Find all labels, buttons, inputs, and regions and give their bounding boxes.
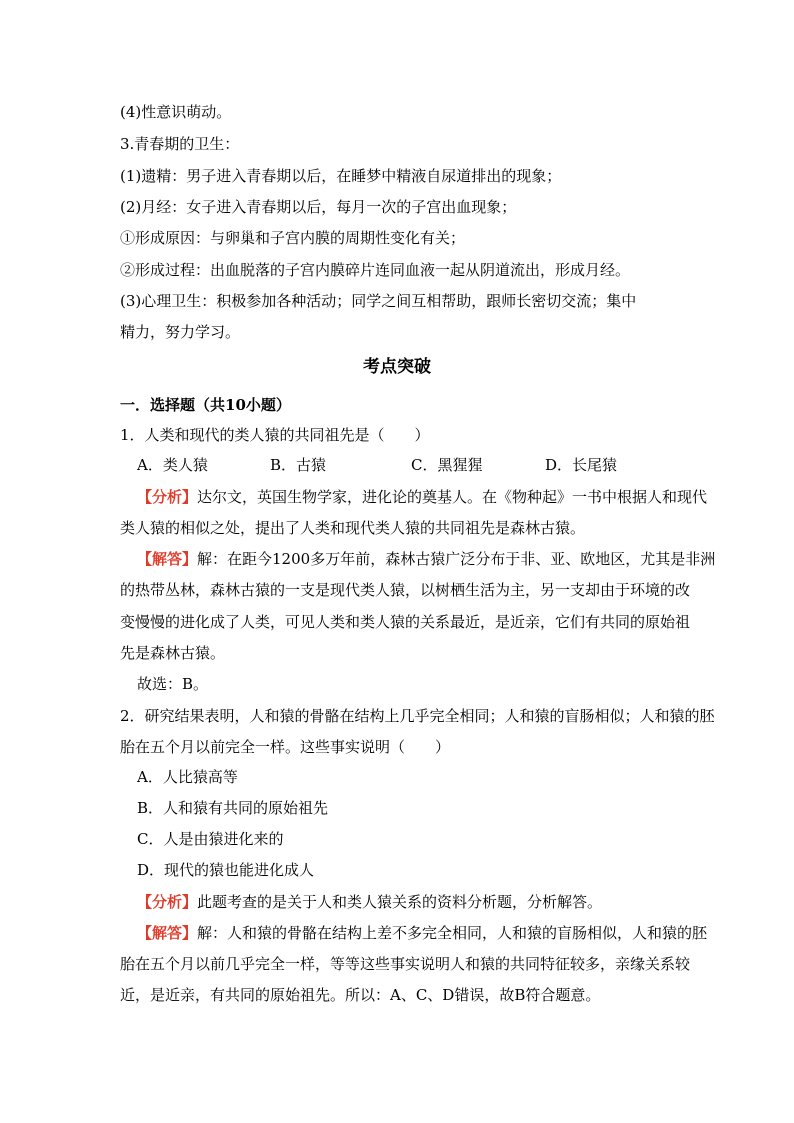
q1-choice: 故选：B。 xyxy=(137,675,209,693)
q1-option-b: B．古猿 xyxy=(270,456,327,474)
q2-option-c: C．人是由猿进化来的 xyxy=(137,830,284,848)
q2-analysis-line1 xyxy=(137,892,697,912)
section-title: 考点突破 xyxy=(363,357,431,377)
note-h3-line1: (3)心理卫生：积极参加各种活动；同学之间互相帮助，跟师长密切交流；集中 xyxy=(120,292,637,310)
q2-option-b: B．人和猿有共同的原始祖先 xyxy=(137,799,329,817)
q2-stem-line2: 胎在五个月以前完全一样。这些事实说明（ ） xyxy=(120,738,451,756)
q1-analysis-line2: 类人猿的相似之处，提出了人类和现代类人猿的共同祖先是森林古猿。 xyxy=(120,519,586,537)
q2-answer-line3: 近，是近亲，有共同的原始祖先。所以：A、C、D错误，故B符合题意。 xyxy=(120,986,601,1004)
analysis-tag: 【分析】 xyxy=(137,893,198,911)
q1-option-c: C．黑猩猩 xyxy=(411,456,483,474)
part-header: 一．选择题（共10小题） xyxy=(120,396,291,414)
q2-stem-line1: 2．研究结果表明，人和猿的骨骼在结构上几乎完全相同；人和猿的盲肠相似；人和猿的胚 xyxy=(120,707,715,725)
note-h3-line2: 精力，努力学习。 xyxy=(120,323,241,341)
q2-answer-line2: 胎在五个月以前几乎完全一样，等等这些事实说明人和猿的共同特征较多，亲缘关系较 xyxy=(120,955,691,973)
note-h2a: ①形成原因：与卵巢和子宫内膜的周期性变化有关； xyxy=(120,229,466,247)
note-h1: (1)遗精：男子进入青春期以后，在睡梦中精液自尿道排出的现象； xyxy=(120,167,562,185)
q1-answer-line2: 的热带丛林，森林古猿的一支是现代类人猿，以树栖生活为主，另一支却由于环境的改 xyxy=(120,581,691,599)
q1-option-a: A．类人猿 xyxy=(137,456,208,474)
q2-answer-line1 xyxy=(137,923,708,943)
q1-option-d: D．长尾猿 xyxy=(545,456,618,474)
note-item-4: (4)性意识萌动。 xyxy=(120,103,232,121)
q1-answer-line1 xyxy=(137,549,716,569)
q1-answer-line3: 变慢慢的进化成了人类，可见人类和类人猿的关系最近，是近亲，它们有共同的原始祖 xyxy=(120,613,691,631)
q1-stem: 1．人类和现代的类人猿的共同祖先是（ ） xyxy=(120,426,430,444)
q2-answer-text: 解：人和猿的骨骼在结构上差不多完全相同，人和猿的盲肠相似，人和猿的胚 xyxy=(197,924,708,942)
q1-analysis-line1 xyxy=(137,487,708,507)
analysis-tag: 【分析】 xyxy=(137,488,198,506)
q1-answer-line4: 先是森林古猿。 xyxy=(120,644,226,662)
q1-analysis-text: 达尔文，英国生物学家，进化论的奠基人。在《物种起》一书中根据人和现代 xyxy=(197,488,708,506)
q1-options xyxy=(137,455,697,475)
q2-option-a: A．人比猿高等 xyxy=(137,768,238,786)
q1-answer-text: 解：在距今1200多万年前，森林古猿广泛分布于非、亚、欧地区，尤其是非洲 xyxy=(197,550,716,568)
answer-tag: 【解答】 xyxy=(137,550,198,568)
hygiene-heading: 3.青春期的卫生： xyxy=(120,135,240,153)
note-h2b: ②形成过程：出血脱落的子宫内膜碎片连同血液一起从阴道流出，形成月经。 xyxy=(120,261,631,279)
note-h2: (2)月经：女子进入青春期以后，每月一次的子宫出血现象； xyxy=(120,198,517,216)
q2-option-d: D．现代的猿也能进化成人 xyxy=(137,861,315,879)
answer-tag: 【解答】 xyxy=(137,924,198,942)
q2-analysis-text: 此题考查的是关于人和类人猿关系的资料分析题，分析解答。 xyxy=(197,893,603,911)
